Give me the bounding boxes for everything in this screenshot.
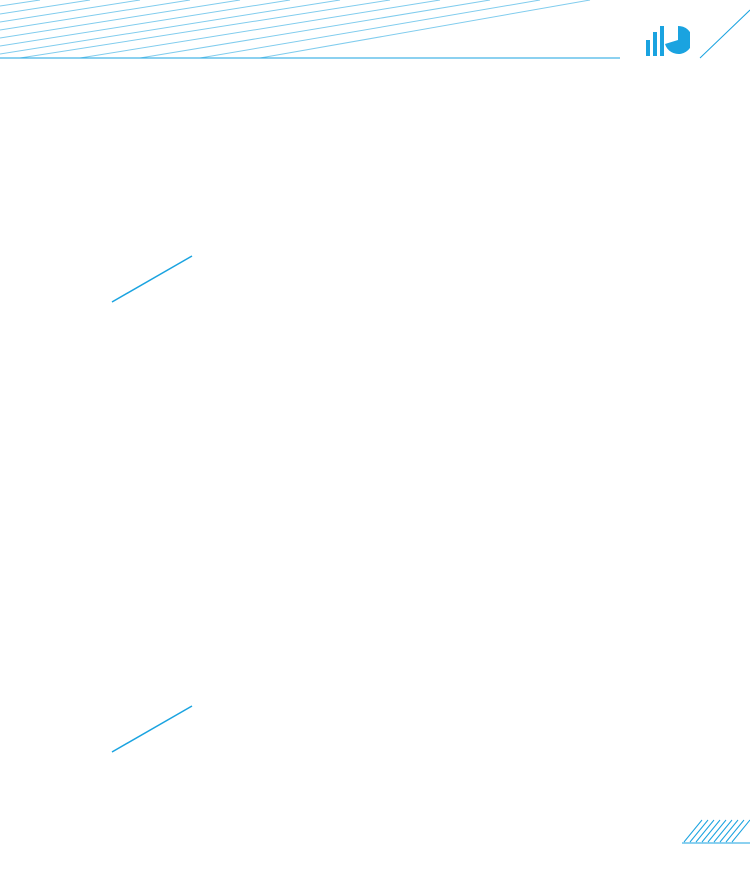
chapter-slash-decoration xyxy=(108,702,198,762)
chapter-slash-decoration xyxy=(108,252,198,312)
bar-pie-chart-icon xyxy=(646,22,690,56)
header-decoration xyxy=(0,0,750,60)
footer-decoration xyxy=(682,818,750,844)
